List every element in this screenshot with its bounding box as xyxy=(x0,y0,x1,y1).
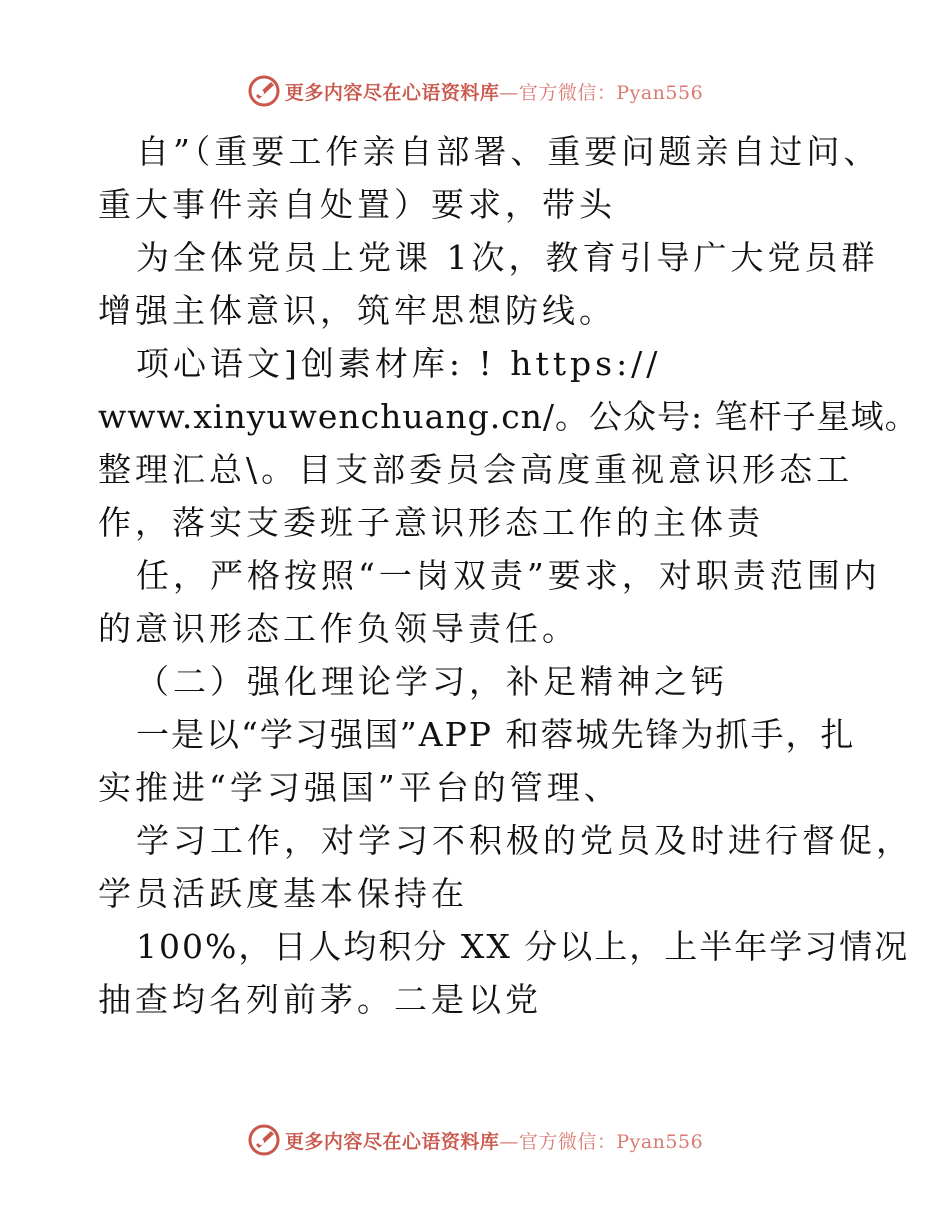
watermark-text: 更多内容尽在心语资料库—官方微信：Pyan556 xyxy=(284,81,704,104)
paragraph-line: 实推进“学习强国”平台的管理、 xyxy=(98,768,621,807)
paragraph-line: 抽查均名列前茅。二是以党 xyxy=(98,980,542,1019)
paragraph-line: www.xinyuwenchuang.cn/。公众号: 笔杆子星域。 xyxy=(98,397,919,436)
header-watermark xyxy=(0,71,950,111)
footer-watermark xyxy=(0,1120,950,1160)
paragraph-line: 整理汇总\。目支部委员会高度重视意识形态工 xyxy=(98,450,854,489)
paragraph-line: 100%，日人均积分 XX 分以上，上半年学习情况 xyxy=(136,927,910,966)
section-heading: （二）强化理论学习，补足精神之钙 xyxy=(136,662,728,701)
watermark-text: 更多内容尽在心语资料库—官方微信：Pyan556 xyxy=(284,1130,704,1153)
logo-icon xyxy=(247,1123,281,1157)
logo-icon xyxy=(247,74,281,108)
paragraph-line: 一是以“学习强国”APP 和蓉城先锋为抓手，扎 xyxy=(136,715,856,754)
document-body xyxy=(98,125,919,1026)
paragraph-line: 的意识形态工作负领导责任。 xyxy=(98,609,579,648)
paragraph-line: 作，落实支委班子意识形态工作的主体责 xyxy=(98,503,764,542)
paragraph-line: 项心语文]创素材库: ! https:// xyxy=(136,344,662,383)
paragraph-line: 重大事件亲自处置）要求，带头 xyxy=(98,185,616,224)
paragraph-line: 任，严格按照“一岗双责”要求，对职责范围内 xyxy=(136,556,881,595)
paragraph-line: 学员活跃度基本保持在 xyxy=(98,874,468,913)
paragraph-line: 为全体党员上党课 1次，教育引导广大党员群 xyxy=(136,238,879,277)
paragraph-line: 学习工作，对学习不积极的党员及时进行督促， xyxy=(136,821,913,860)
paragraph-line: 增强主体意识，筑牢思想防线。 xyxy=(98,291,616,330)
paragraph-line: 自”（重要工作亲自部署、重要问题亲自过问、 xyxy=(136,132,881,171)
